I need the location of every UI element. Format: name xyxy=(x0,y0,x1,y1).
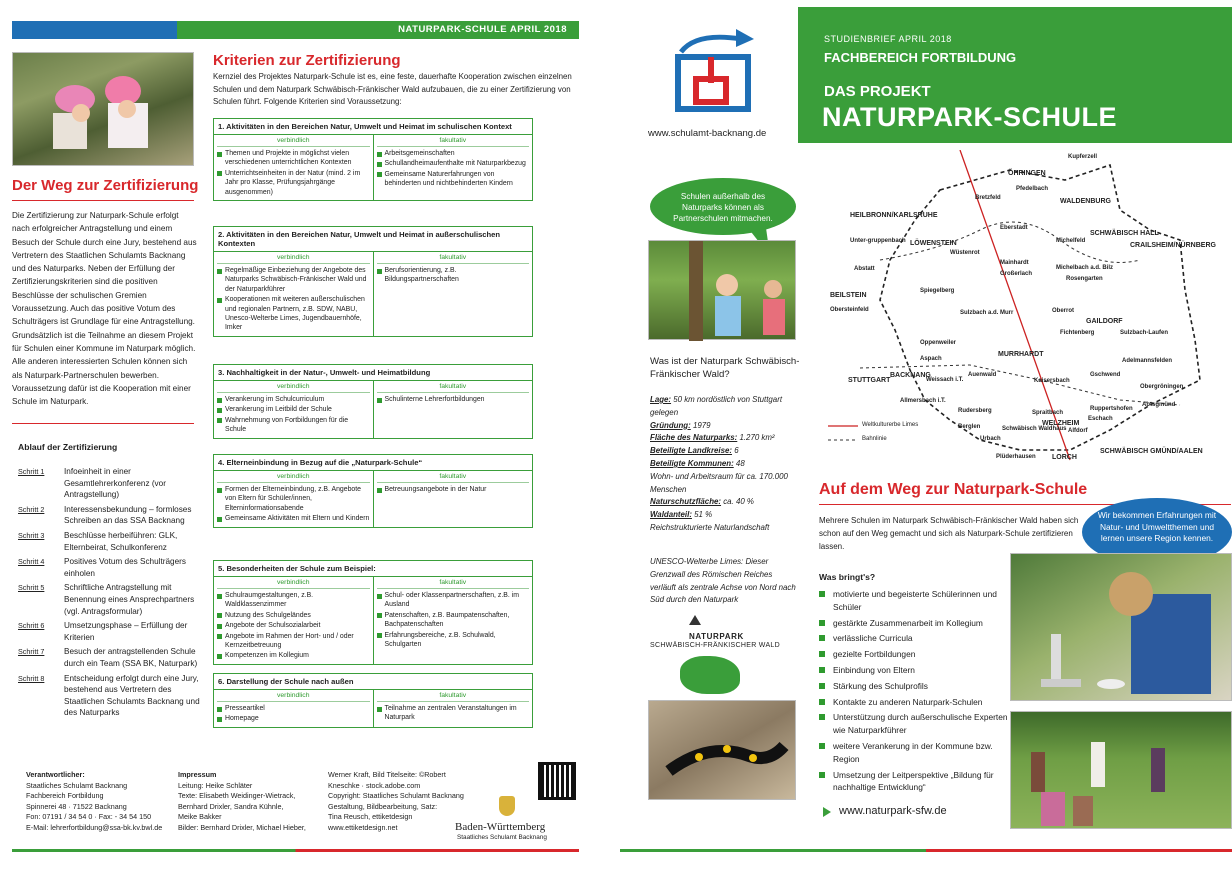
map-city-label: Gschwend xyxy=(1090,372,1121,378)
map-city-label: Michelfeld xyxy=(1056,238,1086,244)
map-city-label: Großerlach xyxy=(1000,271,1033,277)
partner-speech-bubble: Schulen außerhalb des Naturparks können als Partnerschulen mitmachen. xyxy=(650,178,796,235)
map-city-label: Adelmannsfelden xyxy=(1122,358,1173,364)
fact-value: 51 % xyxy=(691,510,713,520)
benefit-item: Unterstützung durch außerschulische Experten wie Naturparkführer xyxy=(819,711,1009,737)
map-city-label: Oberrot xyxy=(1052,308,1075,314)
unesco-text: UNESCO-Welterbe Limes: Dieser Grenzwall des Römischen Reiches verläuft als zentrale Achse von Nord nach Süd durch den Naturpark xyxy=(650,557,796,605)
footer-line: Copyright: Staatliches Schulamt Backnang xyxy=(328,791,464,800)
criteria-columns xyxy=(214,381,532,438)
step-item xyxy=(18,530,200,553)
map-city-label: BEILSTEIN xyxy=(830,292,867,299)
map-city-label: Spiegelberg xyxy=(920,288,955,294)
criteria-col-fakultativ xyxy=(374,252,533,336)
map-city-label: Bretzfeld xyxy=(975,195,1001,201)
footer-line: Texte: Elisabeth Weidinger-Wietrack, xyxy=(178,791,296,800)
step-item xyxy=(18,673,200,719)
experience-speech-bubble: Wir bekommen Erfahrungen mit Natur- und Umweltthemen und lernen unsere Region kennen. xyxy=(1082,498,1232,566)
map-city-label: STUTTGART xyxy=(848,377,891,384)
fact-item xyxy=(650,394,800,420)
criteria-columns xyxy=(214,135,532,200)
criteria-col-header: verbindlich xyxy=(217,135,370,147)
studienbrief-label: STUDIENBRIEF APRIL 2018 xyxy=(824,34,952,44)
criteria-col-fakultativ xyxy=(374,135,533,200)
fact-key: Lage: xyxy=(650,395,672,404)
footer-line: Fon: 07191 / 34 54 0 · Fax: - 34 54 150 xyxy=(26,812,152,821)
criteria-item: Regelmäßige Einbeziehung der Angebote des Naturparks Schwäbisch-Fränkischer Wald und der Naturparkführer xyxy=(217,266,370,294)
benefit-item: Kontakte zu anderen Naturpark-Schulen xyxy=(819,696,1009,709)
criteria-box xyxy=(213,226,533,337)
footer-line: Staatliches Schulamt Backnang xyxy=(26,780,128,790)
benefit-item: Einbindung von Eltern xyxy=(819,664,1009,677)
map-city-label: Rudersberg xyxy=(958,408,992,414)
criteria-box-title: 6. Darstellung der Schule nach außen xyxy=(214,674,532,690)
steps-list xyxy=(18,466,200,722)
step-item xyxy=(18,466,200,501)
weg-divider xyxy=(12,200,194,201)
criteria-col-verbindlich xyxy=(214,135,374,200)
map-city-label: Eberstadt xyxy=(1000,225,1028,231)
map-city-label: Kupferzell xyxy=(1068,154,1098,160)
map-city-label: Berglen xyxy=(958,424,981,430)
criteria-col-fakultativ xyxy=(374,471,533,527)
legend-limes: Weltkulturerbe Limes xyxy=(862,422,919,428)
criteria-box xyxy=(213,560,533,665)
criteria-col-header: fakultativ xyxy=(377,135,530,147)
map-city-label: Obersteinfeld xyxy=(830,307,869,313)
criteria-box-title: 4. Elterneinbindung in Bezug auf die „Naturpark-Schule“ xyxy=(214,455,532,471)
np-url-arrow-icon xyxy=(823,807,831,817)
footer-line: Bilder: Bernhard Drixler, Michael Hieber, xyxy=(178,822,306,832)
children-photo xyxy=(12,52,194,166)
step-item xyxy=(18,646,200,669)
criteria-list xyxy=(377,266,530,285)
fact-key: Fläche des Naturparks: xyxy=(650,433,738,443)
left-header-bar: NATURPARK-SCHULE APRIL 2018 xyxy=(177,21,579,39)
map-city-label: Alfdorf xyxy=(1068,428,1088,434)
criteria-col-verbindlich xyxy=(214,471,374,527)
map-city-label: SCHWÄBISCH HALL xyxy=(1090,230,1159,237)
map-city-label: WALDENBURG xyxy=(1060,198,1111,205)
criteria-box xyxy=(213,673,533,728)
footer-line: Bernhard Drixler, Sandra Kühnle, xyxy=(178,801,284,811)
fact-value: 48 xyxy=(733,458,745,468)
naturpark-url[interactable]: www.naturpark-sfw.de xyxy=(839,805,947,817)
naturpark-question: Was ist der Naturpark Schwäbisch-Fränkischer Wald? xyxy=(650,356,800,380)
step-text: Beschlüsse herbeiführen: GLK, Elternbeirat, Schulkonferenz xyxy=(64,530,178,552)
map-city-label: Abtsgmünd xyxy=(1142,402,1176,408)
map-city-label: Obergröningen xyxy=(1140,384,1184,390)
benefit-item: gestärkte Zusammenarbeit im Kollegium xyxy=(819,617,1009,630)
fact-item xyxy=(650,471,800,497)
benefit-item: verlässliche Curricula xyxy=(819,632,1009,645)
criteria-list xyxy=(217,704,370,724)
criteria-item: Presseartikel xyxy=(217,704,370,713)
outdoor-group-photo xyxy=(1010,711,1232,829)
criteria-columns xyxy=(214,471,532,527)
weg-title: Der Weg zur Zertifizierung xyxy=(12,177,199,194)
criteria-item: Betreuungsangebote in der Natur xyxy=(377,485,530,494)
footer-line: Tina Reusch, ettiketdesign xyxy=(328,812,413,821)
criteria-item: Erfahrungsbereiche, z.B. Schulwald, Schulgarten xyxy=(377,631,530,650)
fact-item xyxy=(650,522,800,535)
footer-line: Meike Bakker xyxy=(178,812,222,821)
fact-item xyxy=(650,420,800,433)
footer-line: Gestaltung, Bildbearbeitung, Satz: xyxy=(328,801,438,811)
map-city-label: BACKNANG xyxy=(890,372,931,379)
criteria-col-header: fakultativ xyxy=(377,381,530,393)
left-page xyxy=(0,0,600,869)
criteria-list xyxy=(377,591,530,649)
criteria-item: Schulraumgestaltungen, z.B. Waldklassenzimmer xyxy=(217,591,370,610)
criteria-col-header: fakultativ xyxy=(377,577,530,589)
map-city-label: SCHWÄBISCH GMÜND/AALEN xyxy=(1100,448,1203,455)
footer-line: Werner Kraft, Bild Titelseite: ©Robert xyxy=(328,770,446,779)
criteria-col-verbindlich xyxy=(214,690,374,727)
footer-line: Fachbereich Fortbildung xyxy=(26,791,104,800)
benefit-item: motivierte und begeisterte Schülerinnen und Schüler xyxy=(819,588,1009,614)
criteria-item: Patenschaften, z.B. Baumpatenschaften, Bachpatenschaften xyxy=(377,611,530,630)
map-city-label: Rosengarten xyxy=(1066,276,1103,282)
criteria-item: Formen der Elterneinbindung, z.B. Angebote von Eltern für Schüler/innen, Elterninformationsabende xyxy=(217,485,370,513)
criteria-item: Schul- oder Klassenpartnerschaften, z.B. im Ausland xyxy=(377,591,530,610)
criteria-item: Angebote der Schulsozialarbeit xyxy=(217,621,370,630)
criteria-box-title: 3. Nachhaltigkeit in der Natur-, Umwelt- und Heimatbildung xyxy=(214,365,532,381)
salamander-photo xyxy=(648,700,796,800)
fact-key: Naturschutzfläche: xyxy=(650,497,722,507)
map-city-label: Aspach xyxy=(920,356,942,362)
footer-line: Spinnerei 48 · 71522 Backnang xyxy=(26,801,127,811)
criteria-col-verbindlich xyxy=(214,381,374,438)
step-text: Besuch der antragstellenden Schule durch ein Team (SSA BK, Naturpark) xyxy=(64,647,198,668)
step-number: Schritt 6 xyxy=(18,621,45,631)
criteria-box xyxy=(213,454,533,528)
criteria-item: Unterrichtseinheiten in der Natur (mind. 2 im Jahr pro Klasse, Prüfungsjahrgänge ausgenommen) xyxy=(217,169,370,197)
criteria-box-title: 1. Aktivitäten in den Bereichen Natur, Umwelt und Heimat im schulischen Kontext xyxy=(214,119,532,135)
map-city-label: Abstatt xyxy=(854,266,875,272)
ablauf-title: Ablauf der Zertifizierung xyxy=(18,442,118,452)
naturpark-logo-tree-icon xyxy=(689,615,701,625)
map-city-label: Spraitbach xyxy=(1032,410,1064,416)
criteria-col-header: fakultativ xyxy=(377,252,530,264)
projekt-label: DAS PROJEKT xyxy=(824,83,931,100)
benefit-item: Stärkung des Schulprofils xyxy=(819,680,1009,693)
criteria-box xyxy=(213,364,533,439)
kriterien-text: Kernziel des Projektes Naturpark-Schule ist es, eine feste, dauerhafte Kooperation zwischen einzelnen Schulen und dem Naturpark Schwäbisch-Fränkischer Wald aufzubauen, die zu einer Zertifizierung von Schulen führt. Folgende Kriterien sind Voraussetzung: xyxy=(213,72,572,107)
facts-list xyxy=(650,394,800,535)
map-city-label: Kaisersbach xyxy=(1034,378,1070,384)
criteria-item: Verankerung im Leitbild der Schule xyxy=(217,405,370,414)
footer-line: Verantwortlicher: xyxy=(26,770,85,779)
criteria-item: Schullandheimaufenthalte mit Naturparkbezug xyxy=(377,159,530,168)
footer-line: Impressum xyxy=(178,770,217,779)
microscope-photo xyxy=(1010,553,1232,701)
step-number: Schritt 4 xyxy=(18,557,45,567)
map-city-label: Eschach xyxy=(1088,416,1113,422)
weg-text: Die Zertifizierung zur Naturpark-Schule erfolgt nach erfolgreicher Antragstellung und einem Besuch der Schule durch eine Jury, bestehend aus Vertretern des Staatlichen Schulamts Backnang und des Naturparks. Neben der Erfüllung der Zertifizierungskriterien sind die positiven Beschlüsse der schulischen Gremien Voraussetzung. Auch das positive Votum des Schulträgers ist Grundlage für eine Antragstellung. Grundsätzlich ist die Teilnahme an diesem Projekt für Schulen einer Kommune im Naturpark möglich. Alle anderen interessierten Schulen können sich als Naturpark-Partnerschulen bewerben. Voraussetzung dafür ist die Kooperation mit einer Schule im Naturpark. xyxy=(12,211,197,407)
map-city-label: Allmersbach i.T. xyxy=(900,398,946,404)
step-number: Schritt 7 xyxy=(18,647,45,657)
naturpark-logo-title: NATURPARK xyxy=(689,632,744,641)
fact-value: Reichstrukturierte Naturlandschaft xyxy=(650,522,770,532)
map-city-label: Urbach xyxy=(980,436,1001,442)
step-text: Positives Votum des Schulträgers einholen xyxy=(64,557,186,578)
map-city-label: Weissach i.T. xyxy=(926,377,964,383)
map-city-label: Michelbach a.d. Bilz xyxy=(1056,265,1114,271)
left-top-bar xyxy=(12,21,177,39)
fact-item xyxy=(650,432,800,445)
qr-code xyxy=(538,762,576,800)
map-city-label: ÖHRINGEN xyxy=(1008,170,1046,177)
criteria-item: Arbeitsgemeinschaften xyxy=(377,149,530,158)
step-text: Infoeinheit in einer Gesamtlehrerkonferenz (vor Antragstellung) xyxy=(64,467,166,500)
fact-key: Beteiligte Landkreise: xyxy=(650,446,733,456)
map-city-label: Mainhardt xyxy=(1000,260,1029,266)
map-city-label: CRAILSHEIM/NÜRNBERG xyxy=(1130,242,1216,249)
criteria-list xyxy=(377,149,530,189)
criteria-list xyxy=(217,591,370,661)
criteria-item: Kooperationen mit weiteren außerschulischen und regionalen Partnern, z.B. SDW, NABU, Unesco-Welterbe Limes, Jugendbauernhöfe, Imker xyxy=(217,295,370,333)
step-item xyxy=(18,504,200,527)
region-map xyxy=(820,150,1232,470)
map-city-label: Sulzbach-Laufen xyxy=(1120,330,1169,336)
step-number: Schritt 2 xyxy=(18,504,45,514)
map-city-label: Oppenweiler xyxy=(920,340,957,346)
map-city-label: Unter-gruppenbach xyxy=(850,238,906,244)
step-text: Entscheidung erfolgt durch eine Jury, bestehend aus Vertretern des Staatlichen Schulamts Backnang und des Naturparks xyxy=(64,673,200,718)
map-city-label: WELZHEIM xyxy=(1042,420,1080,427)
tree-kids-photo xyxy=(648,240,796,340)
weg-naturpark-title: Auf dem Weg zur Naturpark-Schule xyxy=(819,481,1088,498)
criteria-item: Gemeinsame Aktivitäten mit Eltern und Kindern xyxy=(217,514,370,523)
fachbereich-label: FACHBEREICH FORTBILDUNG xyxy=(824,50,1017,65)
step-number: Schritt 5 xyxy=(18,583,45,593)
step-item xyxy=(18,620,200,643)
step-number: Schritt 1 xyxy=(18,467,45,476)
bringts-title: Was bringt's? xyxy=(819,572,876,582)
criteria-item: Schulinterne Lehrerfortbildungen xyxy=(377,395,530,404)
criteria-item: Kompetenzen im Kollegium xyxy=(217,651,370,660)
schulamt-url: www.schulamt-backnang.de xyxy=(648,128,767,139)
criteria-list xyxy=(217,395,370,435)
fact-item xyxy=(650,509,800,522)
criteria-box xyxy=(213,118,533,201)
fact-key: Beteiligte Kommunen: xyxy=(650,458,734,468)
criteria-col-header: verbindlich xyxy=(217,690,370,702)
footer-line: E-Mail: lehrerfortbildung@ssa-bk.kv.bwl.de xyxy=(26,822,163,832)
naturpark-logo-shape-icon xyxy=(680,656,740,694)
criteria-item: Themen und Projekte in möglichst vielen verschiedenen unterrichtlichen Kontexten xyxy=(217,149,370,168)
right-bottom-line xyxy=(620,849,1232,852)
fact-item xyxy=(650,458,800,471)
criteria-col-header: fakultativ xyxy=(377,690,530,702)
criteria-item: Nutzung des Schulgeländes xyxy=(217,611,370,620)
fact-key: Waldanteil: xyxy=(650,510,692,520)
bw-logo-subtext: Staatliches Schulamt Backnang xyxy=(457,834,547,841)
criteria-col-fakultativ xyxy=(374,381,533,438)
criteria-col-header: verbindlich xyxy=(217,252,370,264)
page-title: NATURPARK-SCHULE xyxy=(822,102,1117,132)
fact-value: 1.270 km² xyxy=(737,433,775,443)
step-text: Umsetzungsphase – Erfüllung der Kriterien xyxy=(64,621,188,642)
naturpark-logo-subtitle: SCHWÄBISCH-FRÄNKISCHER WALD xyxy=(650,642,780,649)
criteria-item: Gemeinsame Naturerfahrungen von behinderten und nichtbehinderten Kindern xyxy=(377,170,530,189)
criteria-item: Homepage xyxy=(217,714,370,723)
step-text: Schriftliche Antragstellung mit Benennung eines Ansprechpartners (vgl. Antragsformular) xyxy=(64,583,195,616)
criteria-col-verbindlich xyxy=(214,577,374,664)
map-city-label: Ruppertshofen xyxy=(1090,406,1133,412)
criteria-list xyxy=(377,395,530,404)
map-city-label: Pfedelbach xyxy=(1016,186,1049,192)
criteria-list xyxy=(217,149,370,197)
criteria-col-fakultativ xyxy=(374,577,533,664)
map-city-label: MURRHARDT xyxy=(998,351,1044,358)
criteria-item: Verankerung im Schulcurriculum xyxy=(217,395,370,404)
criteria-box-title: 2. Aktivitäten in den Bereichen Natur, Umwelt und Heimat in außerschulischen Kontexten xyxy=(214,227,532,252)
criteria-col-verbindlich xyxy=(214,252,374,336)
footer-col-1 xyxy=(26,770,176,833)
map-city-label: Fichtenberg xyxy=(1060,330,1095,336)
step-number: Schritt 8 xyxy=(18,673,45,683)
criteria-item: Wahrnehmung von Fortbildungen für die Schule xyxy=(217,416,370,435)
bringts-list xyxy=(819,588,1009,797)
map-city-label: GAILDORF xyxy=(1086,318,1123,325)
fact-item xyxy=(650,496,800,509)
fact-value: 50 km nordöstlich von Stuttgart gelegen xyxy=(650,395,783,417)
fact-value: 6 xyxy=(732,446,739,456)
benefit-item: Umsetzung der Leitperspektive „Bildung für nachhaltige Entwicklung“ xyxy=(819,769,1009,795)
footer-line: www.ettiketdesign.net xyxy=(328,822,398,832)
footer-line: Leitung: Heike Schläter xyxy=(178,780,253,790)
criteria-item: Angebote im Rahmen der Hort- und / oder Kernzeitbetreuung xyxy=(217,632,370,651)
step-item xyxy=(18,556,200,579)
bw-crest-icon xyxy=(499,796,515,816)
criteria-col-header: verbindlich xyxy=(217,577,370,589)
criteria-columns xyxy=(214,252,532,336)
fact-value: ca. 40 % xyxy=(721,497,754,507)
criteria-col-header: fakultativ xyxy=(377,471,530,483)
ablauf-divider-top xyxy=(12,423,194,424)
criteria-col-fakultativ xyxy=(374,690,533,727)
criteria-columns xyxy=(214,577,532,664)
map-city-label: Sulzbach a.d. Murr xyxy=(960,310,1014,316)
left-bottom-line xyxy=(12,849,579,852)
step-item xyxy=(18,582,200,617)
fact-value: Wohn- und Arbeitsraum für ca. 170.000 Menschen xyxy=(650,471,788,494)
criteria-item: Berufsorientierung, z.B. Bildungspartnerschaften xyxy=(377,266,530,285)
criteria-col-header: verbindlich xyxy=(217,381,370,393)
criteria-list xyxy=(217,485,370,524)
map-city-label: Wüstenrot xyxy=(950,250,980,256)
map-city-label: Auenwald xyxy=(968,372,997,378)
criteria-col-header: verbindlich xyxy=(217,471,370,483)
criteria-item: Teilnahme an zentralen Veranstaltungen im Naturpark xyxy=(377,704,530,723)
map-city-label: LORCH xyxy=(1052,454,1077,461)
fact-item xyxy=(650,445,800,458)
fact-key: Gründung: xyxy=(650,420,691,430)
step-number: Schritt 3 xyxy=(18,530,45,540)
map-city-label: Plüderhausen xyxy=(996,454,1036,460)
legend-bahn: Bahnlinie xyxy=(862,436,887,442)
footer-col-2 xyxy=(178,770,328,833)
criteria-list xyxy=(217,266,370,333)
benefit-item: gezielte Fortbildungen xyxy=(819,648,1009,661)
criteria-list xyxy=(377,704,530,723)
step-text: Interessensbekundung – formloses Schreiben an das SSA Backnang xyxy=(64,504,192,526)
schulamt-logo-icon xyxy=(666,27,766,122)
weg-naturpark-text: Mehrere Schulen im Naturpark Schwäbisch-Fränkischer Wald haben sich schon auf den Weg gemacht und sich als Naturpark-Schule zertifizieren lassen. xyxy=(819,516,1079,551)
right-page xyxy=(620,0,1232,869)
footer-line: Kneschke · stock.adobe.com xyxy=(328,780,421,790)
criteria-box-title: 5. Besonderheiten der Schule zum Beispiel: xyxy=(214,561,532,577)
map-city-label: LÖWENSTEIN xyxy=(910,240,957,247)
kriterien-title: Kriterien zur Zertifizierung xyxy=(213,52,401,69)
benefit-item: weitere Verankerung in der Kommune bzw. Region xyxy=(819,740,1009,766)
criteria-list xyxy=(377,485,530,494)
map-city-label: HEILBRONN/KARLSRUHE xyxy=(850,212,938,219)
bw-logo-text: Baden-Württemberg xyxy=(455,821,546,833)
map-city-label: Schwäbisch Waldhaus xyxy=(1002,426,1067,432)
criteria-columns xyxy=(214,690,532,727)
fact-value: 1979 xyxy=(690,420,711,430)
